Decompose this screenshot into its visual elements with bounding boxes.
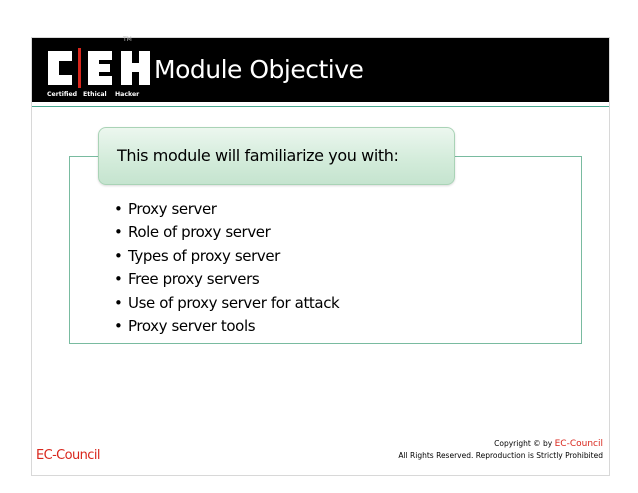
- divider: [32, 106, 609, 107]
- list-item-label: Types of proxy server: [128, 246, 280, 265]
- ceh-logo-icon: [46, 48, 170, 98]
- list-item: [114, 221, 339, 244]
- list-item: [114, 268, 339, 291]
- header-bar: [32, 38, 609, 102]
- callout-box: [98, 127, 455, 185]
- logo-subtitle-ethical: Ethical: [83, 91, 107, 98]
- footer-brand: EC-Council: [36, 448, 100, 463]
- list-item: [114, 292, 339, 315]
- copyright-prefix: Copyright © by: [494, 439, 555, 448]
- rights-text: All Rights Reserved. Reproduction is Strictly Prohibited: [398, 451, 603, 460]
- slide: [31, 37, 610, 476]
- logo-subtitle-hacker: Hacker: [115, 91, 140, 98]
- bullet-icon: •: [114, 270, 123, 289]
- list-item: [114, 315, 339, 338]
- list-item-label: Role of proxy server: [128, 223, 271, 242]
- list-item-label: Use of proxy server for attack: [128, 293, 340, 312]
- logo-subtitle-certified: Certified: [47, 91, 78, 98]
- bullet-icon: •: [114, 293, 123, 312]
- list-item: [114, 245, 339, 268]
- bullet-icon: •: [114, 200, 123, 218]
- list-item-label: Proxy server tools: [128, 316, 256, 335]
- copyright-notice: [398, 438, 603, 461]
- list-item: [114, 198, 339, 221]
- callout-text: This module will familiarize you with:: [117, 146, 399, 165]
- copyright-brand: EC-Council: [554, 439, 603, 449]
- list-item-label: Proxy server: [128, 200, 217, 218]
- list-item-label: Free proxy servers: [128, 270, 260, 289]
- objective-list: [114, 198, 339, 338]
- bullet-icon: •: [114, 246, 123, 265]
- bullet-icon: •: [114, 316, 123, 335]
- page-title: Module Objective: [154, 55, 364, 84]
- trademark: TM: [123, 36, 132, 43]
- bullet-icon: •: [114, 223, 123, 242]
